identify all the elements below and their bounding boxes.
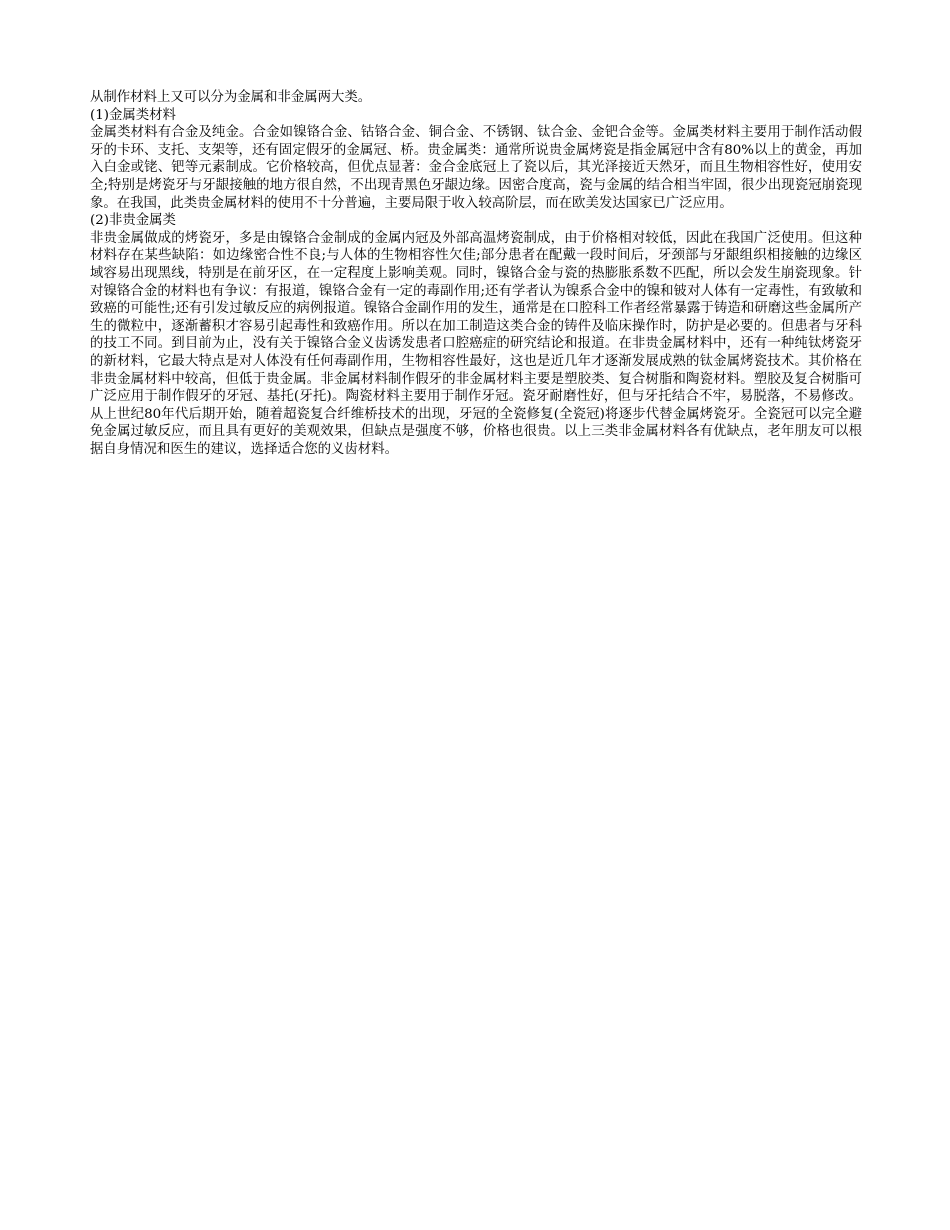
section-heading-metal: (1)金属类材料: [90, 107, 176, 123]
section-body-nonprecious: 非贵金属做成的烤瓷牙，多是由镍铬合金制成的金属内冠及外部高温烤瓷制成，由于价格相对较低，因此在我国广泛使用。但这种材料存在某些缺陷：如边缘密合性不良;与人体的生物相容性欠佳;部分患者在配戴一段时间后，牙颈部与牙龈组织相接触的边缘区域容易出现黑线，特别是在前牙区，在一定程度上影响美观。同时，镍铬合金与瓷的热膨胀系数不匹配，所以会发生崩瓷现象。针对镍铬合金的材料也有争议：有报道，镍铬合金有一定的毒副作用;还有学者认为镍系合金中的镍和铍对人体有一定毒性，有致敏和致癌的可能性;还有引发过敏反应的病例报道。镍铬合金副作用的发生，通常是在口腔科工作者经常暴露于铸造和研磨这些金属所产生的微粒中，逐渐蓄积才容易引起毒性和致癌作用。所以在加工制造这类合金的铸件及临床操作时，防护是必要的。但患者与牙科的技工不同。到目前为止，没有关于镍铬合金义齿诱发患者口腔癌症的研究结论和报道。在非贵金属材料中，还有一种纯钛烤瓷牙的新材料，它最大特点是对人体没有任何毒副作用，生物相容性最好，这也是近几年才逐渐发展成熟的钛金属烤瓷技术。其价格在非贵金属材料中较高，但低于贵金属。非金属材料制作假牙的非金属材料主要是塑胶类、复合树脂和陶瓷材料。塑胶及复合树脂可广泛应用于制作假牙的牙冠、基托(牙托)。陶瓷材料主要用于制作牙冠。瓷牙耐磨性好，但与牙托结合不牢，易脱落，不易修改。从上世纪80年代后期开始，随着超瓷复合纤维桥技术的出现，牙冠的全瓷修复(全瓷冠)将逐步代替金属烤瓷牙。全瓷冠可以完全避免金属过敏反应，而且具有更好的美观效果，但缺点是强度不够，价格也很贵。以上三类非金属材料各有优缺点，老年朋友可以根据自身情况和医生的建议，选择适合您的义齿材料。: [90, 230, 862, 457]
document-page: [90, 89, 862, 458]
intro-paragraph: 从制作材料上又可以分为金属和非金属两大类。: [90, 90, 372, 105]
section-body-metal: 金属类材料有合金及纯金。合金如镍铬合金、钴铬合金、铜合金、不锈钢、钛合金、金钯合金等。金属类材料主要用于制作活动假牙的卡环、支托、支架等，还有固定假牙的金属冠、桥。贵金属类：通常所说贵金属烤瓷是指金属冠中含有80%以上的黄金，再加入白金或铑、钯等元素制成。它价格较高，但优点显著：金合金底冠上了瓷以后，其光泽接近天然牙，而且生物相容性好，使用安全;特别是烤瓷牙与牙龈接触的地方很自然，不出现青黑色牙龈边缘。因密合度高，瓷与金属的结合相当牢固，很少出现瓷冠崩瓷现象。在我国，此类贵金属材料的使用不十分普遍，主要局限于收入较高阶层，而在欧美发达国家已广泛应用。: [90, 125, 862, 211]
section-heading-nonprecious: (2)非贵金属类: [90, 213, 176, 229]
